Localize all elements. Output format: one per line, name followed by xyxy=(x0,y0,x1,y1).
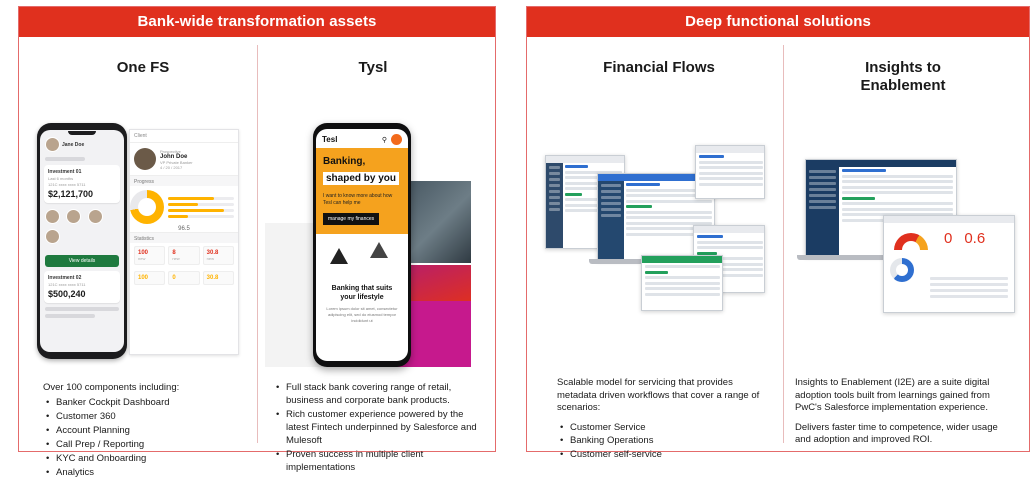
left-columns xyxy=(19,37,495,478)
stat-3-value: 30.8 xyxy=(206,250,219,256)
investment-2-amount: $500,240 xyxy=(48,289,86,299)
contact-avatars xyxy=(40,207,124,251)
client-status: Prospective xyxy=(160,148,181,154)
stat-6-value: 30.8 xyxy=(206,275,219,281)
list-item: • Customer self-service xyxy=(570,449,763,462)
client-avatar xyxy=(134,148,156,170)
tysl-logo: Tesl xyxy=(322,135,338,144)
financial-flows-paragraph: Scalable model for servicing that provides metadata driven workflows that cover a range of scenarios: xyxy=(557,377,760,413)
tysl-footer-sub: Lorem ipsum dolor sit amet, consectetur adipiscing elit, sed do eiusmod tempor incididunt ut xyxy=(326,306,398,323)
list-item: • Full stack bank covering range of retail, business and corporate bank products. xyxy=(286,381,487,407)
window-titlebar xyxy=(884,216,1014,223)
column-divider-left xyxy=(257,45,258,443)
avatar xyxy=(45,137,60,152)
analytics-window xyxy=(883,215,1015,313)
progress-value: 96.5 xyxy=(178,226,190,232)
insights-to-enablement-description xyxy=(795,377,1011,454)
panel-header-right: Deep functional solutions xyxy=(527,7,1029,37)
investment-1-title: Investment 01 xyxy=(48,169,82,175)
tysl-hero-banner xyxy=(316,148,408,234)
tysl-description xyxy=(273,381,487,475)
list-item: • Analytics xyxy=(56,466,253,479)
right-columns xyxy=(527,37,1029,460)
tysl-hero-line-1: Banking, xyxy=(323,156,366,167)
kpi-1-value: 0 xyxy=(944,230,953,247)
avatar xyxy=(45,209,60,224)
financial-flows-screenshots xyxy=(545,137,769,337)
list-item: • Banking Operations xyxy=(570,435,763,448)
client-date: 4 / 20 / 2017 xyxy=(160,164,183,170)
column-title-line-1: Insights to xyxy=(865,59,941,76)
column-one-fs xyxy=(29,37,257,77)
sidebar xyxy=(546,163,563,248)
progress-bar xyxy=(168,203,234,206)
i2e-paragraph-2: Delivers faster time to competence, wider usage and adoption and improved ROI. xyxy=(795,421,998,445)
tysl-phone-screen xyxy=(316,129,408,361)
investment-card-2 xyxy=(44,271,120,303)
panel-bank-wide-transformation-assets xyxy=(18,6,496,478)
tysl-hero-cta-button[interactable]: manage my finances xyxy=(323,213,379,225)
content-rows xyxy=(930,277,1008,301)
client-name: John Doe xyxy=(160,153,188,160)
stat-1-value: 100 xyxy=(138,250,149,256)
tysl-hero-sub: I want to know more about how Tesl can help me xyxy=(323,193,393,206)
app-window xyxy=(695,145,765,199)
statistics-row-2 xyxy=(130,268,238,288)
stat-2-label: new xyxy=(172,256,180,261)
one-fs-description xyxy=(43,381,253,480)
dashboard-header: Client xyxy=(130,130,238,143)
tysl-phone-mockup xyxy=(313,123,411,367)
window-titlebar xyxy=(642,256,722,263)
list-item: • Banker Cockpit Dashboard xyxy=(56,396,253,409)
investment-2-title: Investment 02 xyxy=(48,275,82,281)
phone-screen xyxy=(40,130,124,352)
investment-1-amount: $2,121,700 xyxy=(48,189,94,199)
window-titlebar xyxy=(696,146,764,153)
column-title-financial-flows: Financial Flows xyxy=(603,59,715,76)
sidebar xyxy=(598,181,624,260)
divider xyxy=(45,157,85,161)
progress-bar xyxy=(168,197,234,200)
investment-1-sub: Last 6 months xyxy=(48,176,74,181)
stat-cell xyxy=(134,246,165,265)
progress-bar xyxy=(168,209,234,212)
column-insights-to-enablement xyxy=(783,37,1023,95)
tysl-app-topbar xyxy=(316,129,408,148)
avatar xyxy=(66,209,81,224)
one-fs-phone-mockup xyxy=(37,123,127,359)
phone-notch xyxy=(68,131,96,135)
stat-cell xyxy=(203,271,234,285)
tysl-bullet-list xyxy=(273,381,487,474)
i2e-paragraph-1: Insights to Enablement (I2E) are a suite digital adoption tools built from learnings gained from PwC's Salesforce implementation experience. xyxy=(795,377,990,413)
list-item: • Customer Service xyxy=(570,422,763,435)
investment-1-code: 121C xxxx xxxx 5711 xyxy=(48,182,86,187)
kpi-row xyxy=(884,223,1014,254)
tysl-footer-title: Banking that suits your lifestyle xyxy=(331,285,393,301)
profile-avatar-icon[interactable] xyxy=(391,134,402,145)
client-profile xyxy=(130,143,238,175)
view-details-button[interactable]: View details xyxy=(45,255,119,267)
column-divider-right xyxy=(783,45,784,443)
list-item: • KYC and Onboarding xyxy=(56,452,253,465)
list-item: • Call Prep / Reporting xyxy=(56,438,253,451)
list-item: • Proven success in multiple client implementations xyxy=(286,448,487,474)
stat-2-value: 8 xyxy=(172,250,176,256)
app-window xyxy=(641,255,723,311)
one-fs-mockup xyxy=(33,115,239,365)
window-titlebar xyxy=(806,160,956,167)
list-item: • Customer 360 xyxy=(56,410,253,423)
progress-section-label: Progress xyxy=(130,175,238,186)
avatar xyxy=(45,229,60,244)
stat-1-label: new xyxy=(138,256,146,261)
placeholder-row xyxy=(45,314,95,318)
column-tysl xyxy=(259,37,487,77)
stat-cell xyxy=(134,271,165,285)
stat-5-value: 0 xyxy=(172,275,176,281)
investment-card-1 xyxy=(44,165,120,203)
sidebar xyxy=(806,167,839,256)
panel-header-left: Bank-wide transformation assets xyxy=(19,7,495,37)
one-fs-bullet-list xyxy=(43,396,253,479)
gauge-chart xyxy=(894,233,928,250)
panel-deep-functional-solutions xyxy=(526,6,1030,460)
stat-cell xyxy=(168,246,199,265)
one-fs-client-dashboard xyxy=(129,129,239,355)
window-titlebar xyxy=(546,156,624,163)
client-role: VP Private Banker xyxy=(160,159,193,165)
tysl-illustration-area xyxy=(316,234,408,278)
column-financial-flows xyxy=(535,37,783,77)
tysl-mockup xyxy=(265,115,471,367)
column-title-tysl: Tysl xyxy=(358,59,388,76)
investment-2-code: 121C xxxx xxxx 5711 xyxy=(48,282,86,287)
statistics-section-label: Statistics xyxy=(130,232,238,243)
financial-flows-description xyxy=(557,377,763,462)
progress-bar xyxy=(168,215,234,218)
kpi-2-value: 0.6 xyxy=(964,230,986,247)
search-icon[interactable]: ⚲ xyxy=(381,136,387,144)
column-title-line-2: Enablement xyxy=(860,77,946,94)
stat-4-value: 100 xyxy=(138,275,149,281)
list-item: • Account Planning xyxy=(56,424,253,437)
placeholder-row xyxy=(45,307,119,311)
donut-chart xyxy=(890,258,914,282)
stat-cell xyxy=(168,271,199,285)
stat-3-label: new xyxy=(206,256,214,261)
insights-to-enablement-screenshots xyxy=(797,137,1021,337)
window-titlebar xyxy=(694,226,764,233)
stat-cell xyxy=(203,246,234,265)
avatar xyxy=(88,209,103,224)
column-title-insights-to-enablement xyxy=(783,59,1023,95)
tysl-footer-block xyxy=(316,278,408,330)
list-item: • Rich customer experience powered by the latest Fintech underpinned by Salesforce and Mulesoft xyxy=(286,408,487,447)
statistics-row-1 xyxy=(130,243,238,268)
phone-user-name: Jane Doe xyxy=(62,141,85,148)
progress-donut-chart xyxy=(130,190,164,224)
column-title-one-fs: One FS xyxy=(116,59,170,76)
tysl-hero-line-2: shaped by you xyxy=(323,172,399,185)
one-fs-lead: Over 100 components including: xyxy=(43,382,180,393)
financial-flows-bullet-list xyxy=(557,422,763,462)
